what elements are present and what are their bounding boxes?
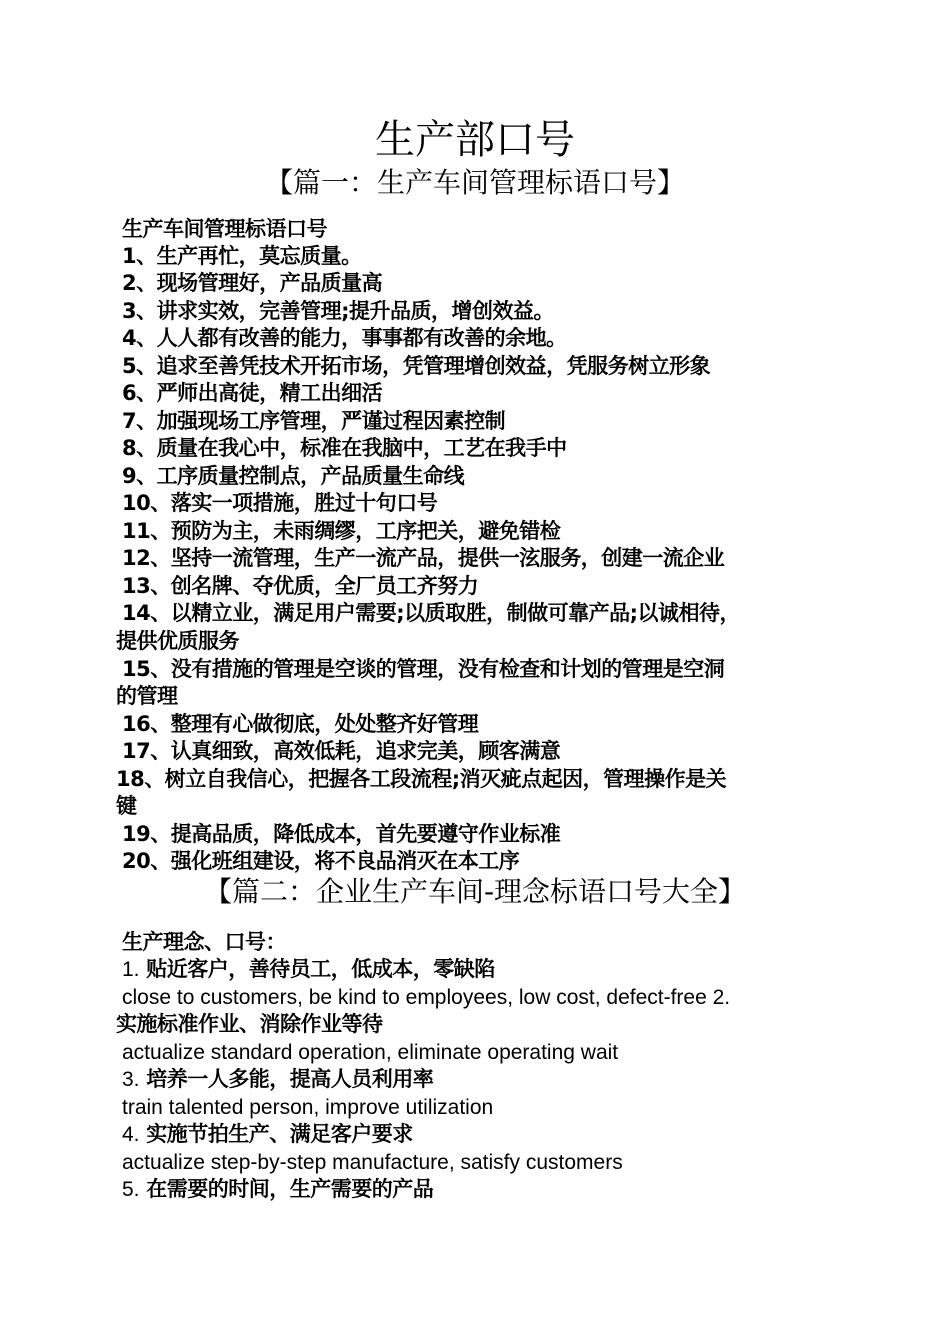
list-item: 12、坚持一流管理，生产一流产品，提供一泫服务，创建一流企业 [122,546,725,570]
list-item: 17、认真细致，高效低耗，追求完美，顾客满意 [122,739,561,763]
list-item: 14、以精立业，满足用户需要;以质取胜，制做可靠产品;以诚相待， [122,601,741,625]
list-item: 8、质量在我心中，标准在我脑中，工艺在我手中 [122,436,567,460]
list-item [122,1176,433,1203]
item-number: 3. [122,1068,140,1091]
list-item: 3、讲求实效，完善管理;提升品质，增创效益。 [122,299,555,323]
item-number: 5. [122,1178,140,1201]
item-number: 1. [122,958,140,981]
item-text: 贴近客户，善待员工，低成本，零缺陷 [146,957,495,981]
list-item: 2、现场管理好，产品质量高 [122,271,383,295]
list-item: 6、严师出高徒，精工出细活 [122,381,383,405]
section2-heading: 【篇二：企业生产车间-理念标语口号大全】 [203,875,747,908]
item-number: 4. [122,1123,140,1146]
list-item: 10、落实一项措施，胜过十句口号 [122,491,438,515]
item-text: 实施节拍生产、满足客户要求 [146,1122,413,1146]
section1-subheading: 生产车间管理标语口号 [122,217,327,241]
english-translation: close to customers, be kind to employees, low cost, defect-free 2. [122,986,731,1009]
list-item-continuation: 提供优质服务 [116,629,239,653]
page-title: 生产部口号 [375,117,575,163]
item-text: 在需要的时间，生产需要的产品 [146,1177,434,1201]
english-translation: actualize step-by-step manufacture, satisfy customers [122,1151,623,1174]
section2-subheading: 生产理念、口号： [122,930,286,954]
list-item: 4、人人都有改善的能力，事事都有改善的余地。 [122,326,567,350]
list-item: 实施标准作业、消除作业等待 [116,1012,383,1036]
list-item: 16、整理有心做彻底，处处整齐好管理 [122,712,479,736]
list-item: 7、加强现场工序管理，严谨过程因素控制 [122,409,506,433]
list-item: 11、预防为主，未雨绸缪，工序把关，避免错检 [122,519,561,543]
list-item-continuation: 的管理 [116,684,178,708]
list-item: 13、创名牌、夺优质，全厂员工齐努力 [122,574,479,598]
english-translation: train talented person, improve utilization [122,1096,494,1119]
section1-heading: 【篇一：生产车间管理标语口号】 [264,166,685,199]
list-item [122,1066,433,1093]
list-item: 19、提高品质，降低成本，首先要遵守作业标准 [122,822,561,846]
list-item: 20、强化班组建设，将不良品消灭在本工序 [122,849,520,873]
item-text: 培养一人多能，提高人员利用率 [146,1067,434,1091]
list-item-continuation: 键 [116,794,137,818]
list-item: 1、生产再忙，莫忘质量。 [122,244,362,268]
list-item [122,956,495,983]
list-item: 5、追求至善凭技术开拓市场，凭管理增创效益，凭服务树立形象 [122,354,711,378]
list-item [122,1121,413,1148]
english-translation: actualize standard operation, eliminate operating wait [122,1041,619,1064]
list-item: 18、树立自我信心，把握各工段流程;消灭疵点起因，管理操作是关 [116,767,727,791]
list-item: 15、没有措施的管理是空谈的管理，没有检查和计划的管理是空洞 [122,657,725,681]
list-item: 9、工序质量控制点，产品质量生命线 [122,464,465,488]
